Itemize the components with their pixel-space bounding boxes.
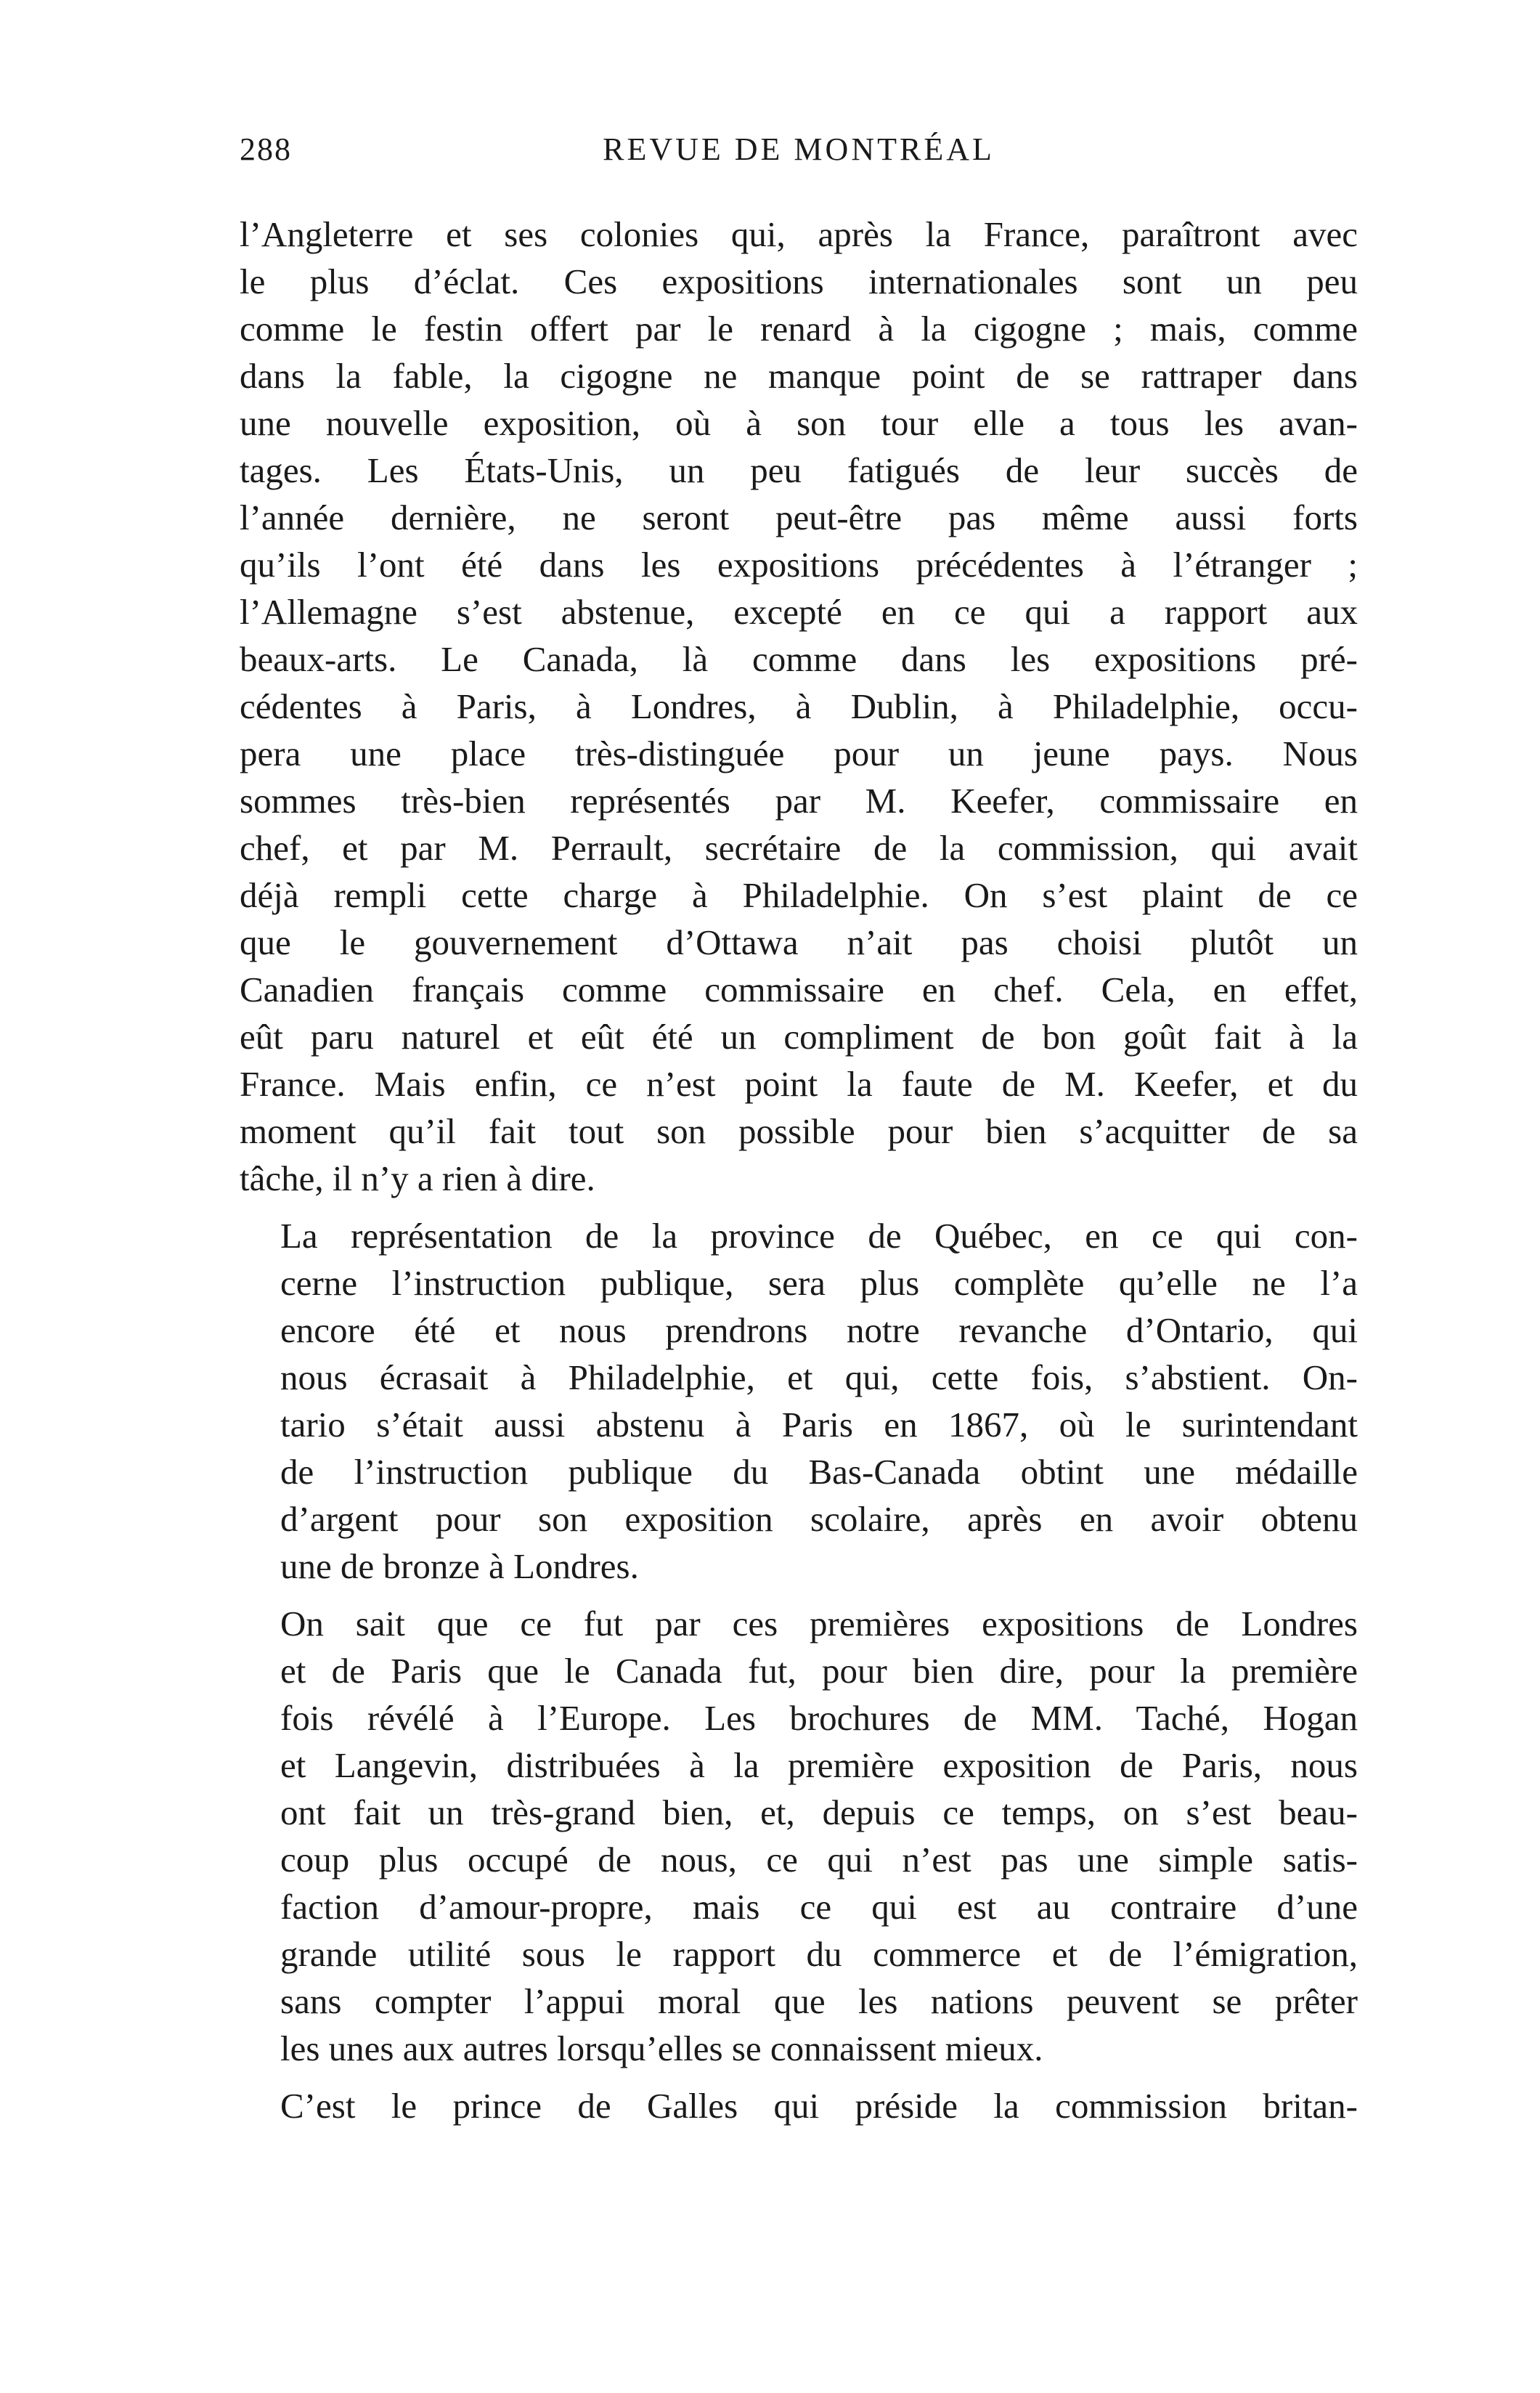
paragraph (240, 2082, 1358, 2129)
text-line: d’argent pour son exposition scolaire, après en avoir obtenu (280, 1499, 1358, 1539)
text-line: comme le festin offert par le renard à la cigogne ; mais, comme (240, 309, 1358, 349)
text-line: tages. Les États-Unis, un peu fatigués de leur succès de (240, 450, 1358, 490)
text-line: coup plus occupé de nous, ce qui n’est pas une simple satis- (280, 1840, 1358, 1880)
text-line: C’est le prince de Galles qui préside la commission britan- (280, 2086, 1358, 2126)
text-line: et de Paris que le Canada fut, pour bien dire, pour la première (280, 1651, 1358, 1691)
text-line: l’Angleterre et ses colonies qui, après la France, paraîtront avec (240, 214, 1358, 254)
text-line: La représentation de la province de Québec, en ce qui con- (280, 1216, 1358, 1256)
text-line: tario s’était aussi abstenu à Paris en 1867, où le surintendant (280, 1405, 1358, 1445)
journal-title: REVUE DE MONTRÉAL (603, 131, 995, 167)
running-head (240, 123, 1358, 182)
text-line: cédentes à Paris, à Londres, à Dublin, à Philadelphie, occu- (240, 686, 1358, 726)
text-line: une de bronze à Londres. (280, 1546, 639, 1586)
text-line: une nouvelle exposition, où à son tour elle a tous les avan- (240, 403, 1358, 443)
text-line: déjà rempli cette charge à Philadelphie. On s’est plaint de ce (240, 875, 1358, 915)
text-line: qu’ils l’ont été dans les expositions précédentes à l’étranger ; (240, 545, 1358, 585)
text-line: encore été et nous prendrons notre revanche d’Ontario, qui (280, 1310, 1358, 1350)
page (240, 123, 1358, 2140)
text-line: On sait que ce fut par ces premières expositions de Londres (280, 1604, 1358, 1644)
text-line: pera une place très-distinguée pour un jeune pays. Nous (240, 734, 1358, 773)
text-line: cerne l’instruction publique, sera plus complète qu’elle ne l’a (280, 1263, 1358, 1303)
text-line: l’Allemagne s’est abstenue, excepté en ce qui a rapport aux (240, 592, 1358, 632)
text-line: eût paru naturel et eût été un compliment de bon goût fait à la (240, 1017, 1358, 1057)
text-line: fois révélé à l’Europe. Les brochures de MM. Taché, Hogan (280, 1698, 1358, 1738)
text-line: ont fait un très-grand bien, et, depuis ce temps, on s’est beau- (280, 1792, 1358, 1832)
text-line: que le gouvernement d’Ottawa n’ait pas choisi plutôt un (240, 922, 1358, 962)
text-line: nous écrasait à Philadelphie, et qui, cette fois, s’abstient. On- (280, 1357, 1358, 1397)
text-line: moment qu’il fait tout son possible pour bien s’acquitter de sa (240, 1111, 1358, 1151)
paragraph (240, 1600, 1358, 2072)
text-line: les unes aux autres lorsqu’elles se connaissent mieux. (280, 2028, 1043, 2068)
text-line: sommes très-bien représentés par M. Keefer, commissaire en (240, 781, 1358, 821)
text-line: sans compter l’appui moral que les nations peuvent se prêter (280, 1981, 1358, 2021)
text-line: dans la fable, la cigogne ne manque point de se rattraper dans (240, 356, 1358, 396)
text-line: le plus d’éclat. Ces expositions internationales sont un peu (240, 261, 1358, 301)
body-text (240, 211, 1358, 2129)
paragraph (240, 1212, 1358, 1590)
paragraph (240, 211, 1358, 1202)
text-line: tâche, il n’y a rien à dire. (240, 1158, 595, 1198)
text-line: l’année dernière, ne seront peut-être pas même aussi forts (240, 497, 1358, 537)
page-number: 288 (240, 131, 292, 167)
text-line: Canadien français comme commissaire en chef. Cela, en effet, (240, 970, 1358, 1009)
text-line: France. Mais enfin, ce n’est point la faute de M. Keefer, et du (240, 1064, 1358, 1104)
text-line: et Langevin, distribuées à la première exposition de Paris, nous (280, 1745, 1358, 1785)
text-line: beaux-arts. Le Canada, là comme dans les expositions pré- (240, 639, 1358, 679)
text-line: chef, et par M. Perrault, secrétaire de la commission, qui avait (240, 828, 1358, 868)
text-line: de l’instruction publique du Bas-Canada obtint une médaille (280, 1452, 1358, 1492)
text-line: grande utilité sous le rapport du commerce et de l’émigration, (280, 1934, 1358, 1974)
text-line: faction d’amour-propre, mais ce qui est au contraire d’une (280, 1887, 1358, 1927)
